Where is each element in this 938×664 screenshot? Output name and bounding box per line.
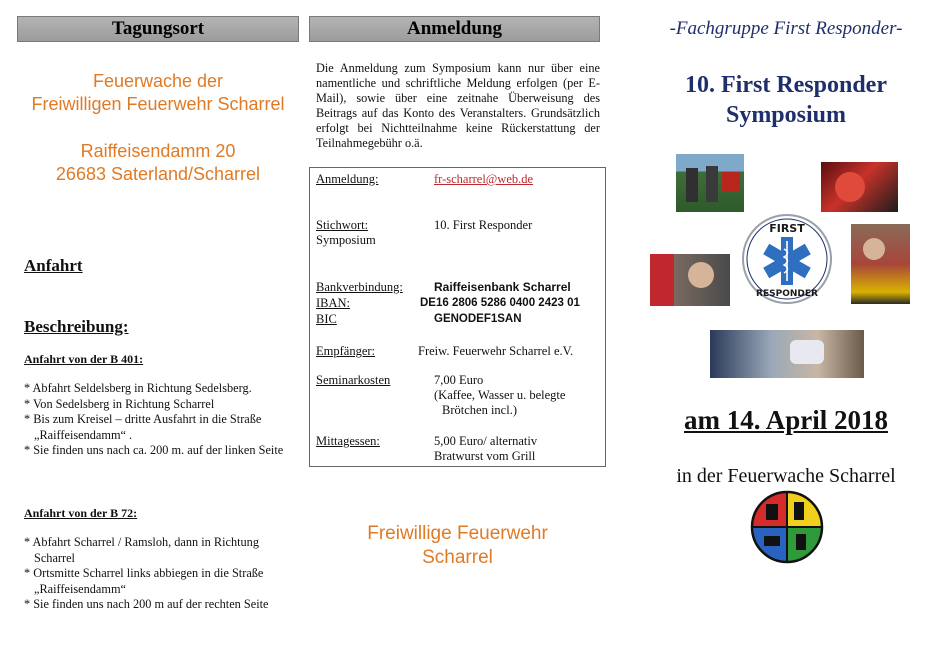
seminarkosten-value: 7,00 Euro [434,373,484,387]
photo-first-aid-course [650,254,730,306]
route2-steps [24,535,286,613]
iban-label: IBAN: [316,296,351,310]
seminarkosten-detail-2: Brötchen incl.) [442,403,517,417]
bic-value: GENODEF1SAN [434,313,522,325]
route2-step: * Ortsmitte Scharrel links abbiegen in die Straße „Raiffeisendamm“ [24,566,264,596]
bank-value: Raiffeisenbank Scharrel [434,280,571,294]
empfaenger-value: Freiw. Feuerwehr Scharrel e.V. [418,344,574,358]
route1-step: * Bis zum Kreisel – dritte Ausfahrt in die Straße „Raiffeisendamm“ . [24,412,262,442]
venue-line-1: Feuerwache der [92,71,224,91]
event-location: in der Feuerwache Scharrel [676,465,896,487]
route2-step: * Sie finden uns nach 200 m auf der rechten Seite [24,597,269,611]
seminarkosten-label: Seminarkosten [316,373,391,387]
iban-value: DE16 2806 5286 0400 2423 01 [420,297,580,309]
photo-cpr-training [710,330,864,378]
title-line-1: 10. First Responder [685,72,887,98]
route1-title: Anfahrt von der B 401: [24,352,144,366]
empfaenger-label: Empfänger: [316,344,376,358]
badge-text-bottom: RESPONDER [756,289,818,299]
tagungsort-header: Tagungsort [17,16,299,42]
route1-step: * Von Sedelsberg in Richtung Scharrel [24,396,215,411]
organizer-line-1: Freiwillige Feuerwehr [367,523,548,544]
seminarkosten-detail-1: (Kaffee, Wasser u. belegte [434,388,566,402]
mittagessen-value: 5,00 Euro/ alternativ [434,434,538,448]
first-responder-badge-icon [742,214,832,304]
photo-firefighters-outdoor [676,154,744,212]
beschreibung-heading: Beschreibung: [24,317,129,336]
route1-step: * Abfahrt Seldelsberg in Richtung Sedelsberg. [24,381,252,395]
route2-title: Anfahrt von der B 72: [24,506,138,520]
symposium-title [640,70,932,130]
route1-steps [24,381,286,459]
bank-label: Bankverbindung: [316,280,403,294]
mittagessen-label: Mittagessen: [316,434,380,448]
organizer-footer [309,522,606,570]
mittagessen-detail: Bratwurst vom Grill [434,449,536,463]
organizer-line-2: Scharrel [422,547,493,568]
route2-step: * Abfahrt Scharrel / Ramsloh, dann in Richtung Scharrel [24,535,259,565]
venue-line-2: Freiwilligen Feuerwehr Scharrel [31,94,285,114]
photo-stretcher-exercise [851,224,910,304]
feuerwehr-emblem-icon [750,490,824,564]
bic-label: BIC [316,312,337,326]
anmeldung-header: Anmeldung [309,16,600,42]
registration-info-box [309,167,606,467]
anmeldung-intro: Die Anmeldung zum Symposium kann nur über eine namentliche und schriftliche Meldung erfolgen (per E-Mail), sowie über eine zeitnahe Überweisung des Beitrags auf das Konto des Veranstalters. Grundsätzlich erfolgt bei Nichtteilnahme keine Rückerstattung der Teilnahmegebühr o.ä. [316,61,600,150]
photo-rescue-training [821,162,898,212]
fachgruppe-subtitle: -Fachgruppe First Responder- [669,18,903,39]
stichwort-value: 10. First Responder [434,218,533,232]
venue-block [17,70,299,186]
stichwort-label: Stichwort: [316,218,369,232]
venue-street: Raiffeisendamm 20 [80,141,236,161]
stichwort-label-2: Symposium [316,233,376,247]
email-link[interactable]: fr-scharrel@web.de [434,172,534,186]
title-line-2: Symposium [725,102,847,128]
route1-step: * Sie finden uns nach ca. 200 m. auf der linken Seite [24,443,284,457]
anmeldung-label: Anmeldung: [316,172,379,186]
venue-city: 26683 Saterland/Scharrel [55,164,261,184]
badge-text-top: FIRST [769,222,805,235]
event-date: am 14. April 2018 [683,405,888,435]
anfahrt-heading: Anfahrt [24,256,83,275]
